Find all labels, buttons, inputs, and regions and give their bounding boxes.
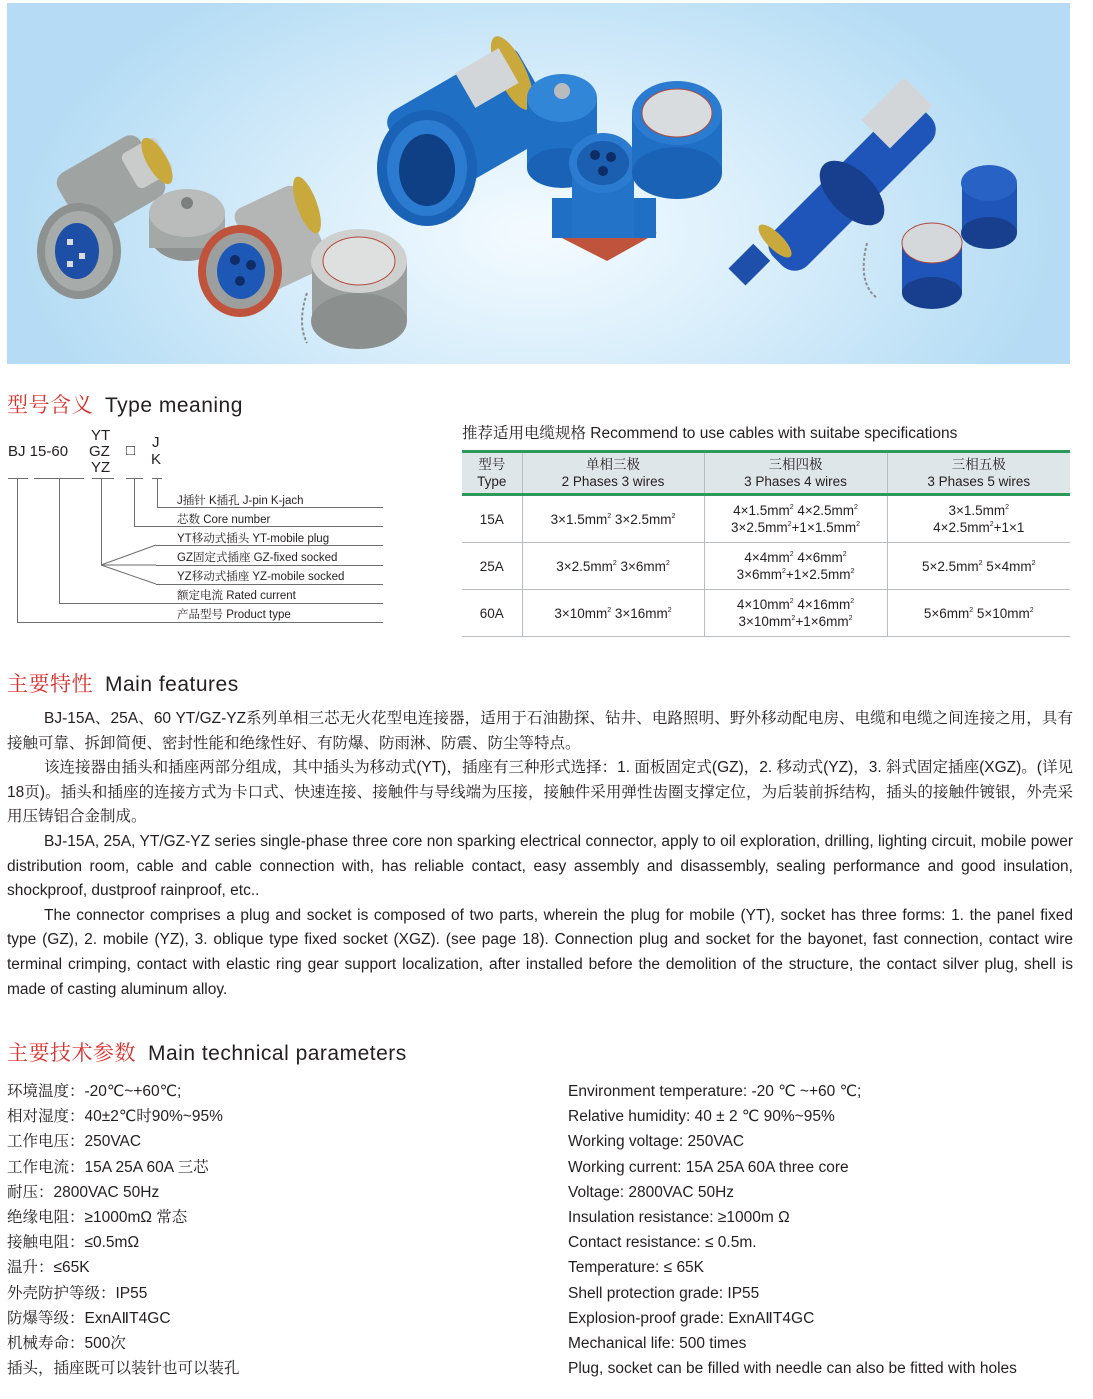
dash-variant	[92, 478, 114, 479]
code-core-box: □	[126, 442, 136, 459]
leader-core	[134, 478, 135, 527]
cell-type: 60A	[462, 590, 522, 637]
table-row	[462, 543, 1070, 590]
cell-3phase4: $4\times 4mm^2$ $4\times 6mm^2$ $3\times 6mm^2+1\times 2.5mm^2$	[704, 543, 887, 590]
cell-type: 25A	[462, 543, 522, 590]
param-cn-explosion-grade: 防爆等级：ExnAⅡT4GC	[7, 1309, 171, 1327]
param-cn-humidity: 相对湿度：40±2℃时90%~95%	[7, 1108, 223, 1126]
code-j: J	[152, 434, 160, 451]
code-variant-gz: GZ	[89, 443, 110, 460]
param-cn-protection: 外壳防护等级：IP55	[7, 1284, 148, 1302]
label-rated-current: 额定电流 Rated current	[177, 590, 296, 602]
param-en-mech-life: Mechanical life: 500 times	[568, 1334, 747, 1352]
code-variant-yt: YT	[91, 427, 111, 444]
param-cn-temp-rise: 温升：≤65K	[7, 1259, 90, 1277]
line-gz	[156, 565, 383, 566]
param-en-explosion-grade: Explosion-proof grade: ExnAⅡT4GC	[568, 1309, 815, 1327]
line-yz	[156, 584, 383, 585]
tech-params-heading-cn: 主要技术参数	[7, 1042, 136, 1065]
features-paragraph-cn-1: BJ-15A、25A、60 YT/GZ-YZ系列单相三芯无火花型电连接器，适用于石油勘探、钻井、电路照明、野外移动配电房、电缆和电缆之间连接之用，具有接触可靠、拆卸简便、密封性能和绝缘性好、有防爆、防雨淋、防震、防尘等特点。	[7, 710, 1073, 752]
param-cn-pin-hole: 插头，插座既可以装针也可以装孔	[7, 1360, 240, 1378]
cable-spec-table	[462, 450, 1070, 637]
param-cn-withstand: 耐压：2800VAC 50Hz	[7, 1183, 160, 1201]
branch-fan-lines	[100, 544, 160, 586]
cell-2phase: $3\times 10mm^2$ $3\times 16mm^2$	[522, 590, 704, 637]
features-paragraph-cn-2: 该连接器由插头和插座两部分组成，其中插头为移动式(YT)，插座有三种形式选择：1. 面板固定式(GZ)，2. 移动式(YZ)，3. 斜式固定插座(XGZ)。(详见18页)。插头和插座的连接方式为卡口式、快速连接、接触件与导线端为压接，接触件采用弹性齿圈支撑定位，为后装前拆结构，插头的接触件镀银，外壳采用压铸铝合金制成。	[7, 759, 1073, 826]
tech-params-en-list	[568, 1079, 1017, 1381]
blue-right-caps-icon	[864, 165, 1017, 309]
param-en-pin-hole: Plug, socket can be filled with needle can also be fitted with holes	[568, 1360, 1017, 1378]
param-en-humidity: Relative humidity: 40 ± 2 ℃ 90%~95%	[568, 1108, 835, 1126]
tech-params-cn-list	[7, 1079, 240, 1381]
param-en-contact-resistance: Contact resistance: ≤ 0.5m.	[568, 1234, 757, 1252]
cell-3phase5: $5\times 6mm^2$ $5\times 10mm^2$	[887, 590, 1070, 637]
label-fixed-socket: GZ固定式插座 GZ-fixed socked	[177, 552, 338, 564]
main-features-heading-en: Main features	[105, 673, 239, 696]
param-en-current: Working current: 15A 25A 60A three core	[568, 1158, 849, 1176]
type-meaning-heading	[7, 389, 243, 419]
line-current	[59, 603, 383, 604]
dash-bj	[8, 478, 28, 479]
param-en-withstand: Voltage: 2800VAC 50Hz	[568, 1183, 735, 1201]
table-row	[462, 495, 1070, 543]
label-product-type: 产品型号 Product type	[177, 609, 291, 621]
cable-table-title: 推荐适用电缆规格 Recommend to use cables with suitabe specifications	[462, 425, 958, 442]
param-en-insulation: Insulation resistance: ≥1000m Ω	[568, 1208, 790, 1226]
leader-product	[17, 478, 18, 623]
param-cn-voltage: 工作电压：250VAC	[7, 1133, 142, 1151]
type-meaning-heading-cn: 型号含义	[7, 394, 93, 417]
connector-products-illustration	[7, 3, 1070, 364]
cell-3phase5: $3\times 1.5mm^2$ $4\times 2.5mm^2+1\times 1$	[887, 495, 1070, 543]
param-en-env-temp: Environment temperature: -20 ℃ ~+60 ℃;	[568, 1083, 862, 1100]
table-row	[462, 590, 1070, 637]
label-pin-jack: J插针 K插孔 J-pin K-jach	[177, 495, 304, 507]
param-en-temp-rise: Temperature: ≤ 65K	[568, 1259, 705, 1277]
param-cn-current: 工作电流：15A 25A 60A 三芯	[7, 1158, 209, 1176]
cell-type: 15A	[462, 495, 522, 543]
cell-3phase4: $4\times 1.5mm^2$ $4\times 2.5mm^2$ $3\times 2.5mm^2+1\times 1.5mm^2$	[704, 495, 887, 543]
label-mobile-plug: YT移动式插头 YT-mobile plug	[177, 533, 330, 545]
cell-2phase: $3\times 1.5mm^2$ $3\times 2.5mm^2$	[522, 495, 704, 543]
tech-params-heading-en: Main technical parameters	[148, 1042, 407, 1065]
cell-3phase4: $4\times 10mm^2$ $4\times 16mm^2$ $3\times 10mm^2+1\times 6mm^2$	[704, 590, 887, 637]
features-paragraph-en-2: The connector comprises a plug and socket is composed of two parts, wherein the plug for mobile (YT), socket has three forms: 1. the panel fixed type (GZ), 2. mobile (YZ), 3. oblique type fixed socket (XGZ). (see page 18). Connection plug and socket for the bayonet, fast connection, contact wire terminal crimping, contact with elastic ring gear support localization, after installed before the demolition of the structure, the contact silver plug, shell is made of casting aluminum alloy.	[7, 906, 1073, 998]
cell-2phase: $3\times 2.5mm^2$ $3\times 6mm^2$	[522, 543, 704, 590]
label-core-number: 芯数 Core number	[177, 514, 271, 526]
features-paragraph-en-1: BJ-15A, 25A, YT/GZ-YZ series single-phase three core non sparking electrical connector, apply to oil exploration, drilling, lighting circuit, mobile power distribution room, cable and cable connection with, has reliable contact, easy assembly and disassembly, sealing performance and good insulation, shockproof, dustproof rainproof, etc..	[7, 832, 1073, 900]
header-3phase-4wire: 三相四极 3 Phases 4 wires	[704, 452, 887, 495]
leader-current	[59, 478, 60, 604]
tech-params-heading	[7, 1037, 407, 1067]
param-en-voltage: Working voltage: 250VAC	[568, 1133, 745, 1151]
product-photo	[7, 3, 1070, 364]
param-cn-env-temp: 环境温度：-20℃~+60℃;	[7, 1083, 182, 1100]
main-features-heading-cn: 主要特性	[7, 673, 93, 696]
param-cn-contact-resistance: 接触电阻：≤0.5mΩ	[7, 1234, 140, 1252]
param-cn-insulation: 绝缘电阻：≥1000mΩ 常态	[7, 1208, 188, 1226]
leader-jk	[157, 478, 158, 507]
line-product	[17, 622, 383, 623]
code-variant-yz: YZ	[91, 459, 111, 476]
main-features-heading	[7, 668, 239, 698]
param-en-protection: Shell protection grade: IP55	[568, 1284, 760, 1302]
label-mobile-socket: YZ移动式插座 YZ-mobile socked	[177, 571, 345, 583]
blue-label-cap-icon	[632, 81, 722, 199]
table-header-row	[462, 452, 1070, 495]
cell-3phase5: $5\times 2.5mm^2$ $5\times 4mm^2$	[887, 543, 1070, 590]
main-features-body	[7, 707, 1073, 1002]
type-meaning-heading-en: Type meaning	[105, 394, 243, 417]
header-2phase-3wire: 单相三极 2 Phases 3 wires	[522, 452, 704, 495]
param-cn-mech-life: 机械寿命：500次	[7, 1334, 126, 1352]
code-k: K	[151, 451, 162, 468]
code-prefix: BJ 15-60	[8, 443, 69, 460]
header-type: 型号 Type	[462, 452, 522, 495]
gray-label-cap-icon	[302, 229, 407, 349]
header-3phase-5wire: 三相五极 3 Phases 5 wires	[887, 452, 1070, 495]
